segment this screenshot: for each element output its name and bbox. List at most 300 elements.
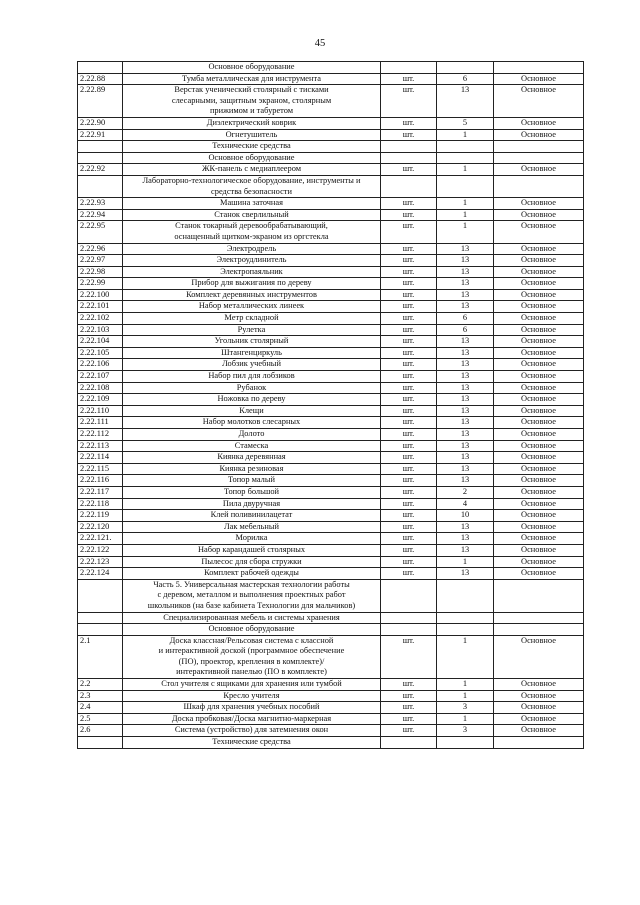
type-cell — [494, 152, 584, 164]
item-number: 2.22.118 — [78, 498, 123, 510]
section-title: Технические средства — [123, 141, 381, 153]
item-number: 2.22.116 — [78, 475, 123, 487]
item-quantity: 13 — [437, 382, 494, 394]
section-title: Часть 5. Универсальная мастерская технологии работы с деревом, металлом и выполнения проектных работ школьников (на базе кабинета Технологии для мальчиков) — [123, 579, 381, 612]
table-row — [78, 702, 584, 714]
item-type: Основное — [494, 289, 584, 301]
item-name: Клещи — [123, 405, 381, 417]
item-quantity: 13 — [437, 371, 494, 383]
item-type: Основное — [494, 486, 584, 498]
item-name: Комплект рабочей одежды — [123, 568, 381, 580]
item-quantity: 13 — [437, 394, 494, 406]
item-number: 2.22.109 — [78, 394, 123, 406]
section-title: Технические средства — [123, 737, 381, 749]
table-row — [78, 417, 584, 429]
section-header-row — [78, 737, 584, 749]
item-unit: шт. — [381, 452, 437, 464]
item-number: 2.22.110 — [78, 405, 123, 417]
item-name: Долото — [123, 429, 381, 441]
item-type: Основное — [494, 510, 584, 522]
table-row — [78, 266, 584, 278]
item-unit: шт. — [381, 278, 437, 290]
table-row — [78, 394, 584, 406]
item-name: Набор карандашей столярных — [123, 544, 381, 556]
table-row — [78, 129, 584, 141]
item-unit: шт. — [381, 510, 437, 522]
item-quantity: 13 — [437, 85, 494, 118]
unit-cell — [381, 141, 437, 153]
section-header-row — [78, 62, 584, 74]
item-number: 2.22.107 — [78, 371, 123, 383]
item-quantity: 13 — [437, 243, 494, 255]
item-number: 2.22.104 — [78, 336, 123, 348]
item-quantity: 13 — [437, 336, 494, 348]
item-name: Клей поливинилацетат — [123, 510, 381, 522]
item-number: 2.22.98 — [78, 266, 123, 278]
item-number: 2.22.124 — [78, 568, 123, 580]
item-quantity: 1 — [437, 221, 494, 243]
table-row — [78, 164, 584, 176]
number-cell — [78, 62, 123, 74]
item-number: 2.22.93 — [78, 198, 123, 210]
item-number: 2.22.121. — [78, 533, 123, 545]
item-name: Станок токарный деревообрабатывающий, оснащенный щитком-экраном из оргстекла — [123, 221, 381, 243]
unit-cell — [381, 152, 437, 164]
unit-cell — [381, 175, 437, 197]
section-header-row — [78, 612, 584, 624]
item-name: Набор молотков слесарных — [123, 417, 381, 429]
item-type: Основное — [494, 301, 584, 313]
section-title: Лабораторно-технологическое оборудование, инструменты и средства безопасности — [123, 175, 381, 197]
item-unit: шт. — [381, 221, 437, 243]
item-quantity: 13 — [437, 429, 494, 441]
item-number: 2.22.123 — [78, 556, 123, 568]
quantity-cell — [437, 737, 494, 749]
table-row — [78, 690, 584, 702]
item-type: Основное — [494, 405, 584, 417]
item-number: 2.22.113 — [78, 440, 123, 452]
item-type: Основное — [494, 117, 584, 129]
item-number: 2.22.88 — [78, 73, 123, 85]
item-name: Топор малый — [123, 475, 381, 487]
item-number: 2.5 — [78, 713, 123, 725]
item-name: Система (устройство) для затемнения окон — [123, 725, 381, 737]
item-quantity: 6 — [437, 313, 494, 325]
item-quantity: 13 — [437, 463, 494, 475]
item-number: 2.4 — [78, 702, 123, 714]
item-quantity: 13 — [437, 568, 494, 580]
item-name: Киянка резиновая — [123, 463, 381, 475]
item-unit: шт. — [381, 635, 437, 678]
type-cell — [494, 624, 584, 636]
item-number: 2.1 — [78, 635, 123, 678]
item-unit: шт. — [381, 255, 437, 267]
item-name: Станок сверлильный — [123, 209, 381, 221]
number-cell — [78, 141, 123, 153]
table-row — [78, 278, 584, 290]
item-number: 2.22.122 — [78, 544, 123, 556]
section-header-row — [78, 152, 584, 164]
unit-cell — [381, 624, 437, 636]
item-name: Пила двуручная — [123, 498, 381, 510]
number-cell — [78, 624, 123, 636]
item-type: Основное — [494, 417, 584, 429]
item-name: Доска классная/Рельсовая система с классной и интерактивной доской (программное обеспечение (ПО), проектор, крепления в комплекте)/ интерактивной панелью (ПО в комплекте) — [123, 635, 381, 678]
item-name: Ножовка по дереву — [123, 394, 381, 406]
item-type: Основное — [494, 359, 584, 371]
item-type: Основное — [494, 690, 584, 702]
quantity-cell — [437, 152, 494, 164]
item-name: Доска пробковая/Доска магнитно-маркерная — [123, 713, 381, 725]
item-number: 2.22.114 — [78, 452, 123, 464]
item-unit: шт. — [381, 394, 437, 406]
item-number: 2.22.101 — [78, 301, 123, 313]
item-quantity: 13 — [437, 544, 494, 556]
table-row — [78, 255, 584, 267]
number-cell — [78, 579, 123, 612]
item-quantity: 13 — [437, 533, 494, 545]
table-row — [78, 510, 584, 522]
number-cell — [78, 152, 123, 164]
table-row — [78, 221, 584, 243]
item-number: 2.2 — [78, 679, 123, 691]
item-type: Основное — [494, 164, 584, 176]
item-type: Основное — [494, 463, 584, 475]
table-row — [78, 73, 584, 85]
item-name: Рубанок — [123, 382, 381, 394]
item-type: Основное — [494, 452, 584, 464]
item-quantity: 13 — [437, 266, 494, 278]
item-type: Основное — [494, 544, 584, 556]
item-type: Основное — [494, 336, 584, 348]
item-number: 2.22.108 — [78, 382, 123, 394]
item-name: Комплект деревянных инструментов — [123, 289, 381, 301]
item-number: 2.22.95 — [78, 221, 123, 243]
item-number: 2.22.100 — [78, 289, 123, 301]
item-quantity: 1 — [437, 164, 494, 176]
table-row — [78, 635, 584, 678]
item-type: Основное — [494, 209, 584, 221]
item-unit: шт. — [381, 417, 437, 429]
item-number: 2.6 — [78, 725, 123, 737]
item-type: Основное — [494, 243, 584, 255]
table-row — [78, 463, 584, 475]
item-unit: шт. — [381, 359, 437, 371]
item-unit: шт. — [381, 475, 437, 487]
item-unit: шт. — [381, 243, 437, 255]
table-row — [78, 498, 584, 510]
table-row — [78, 198, 584, 210]
table-row — [78, 324, 584, 336]
unit-cell — [381, 62, 437, 74]
item-number: 2.22.115 — [78, 463, 123, 475]
item-unit: шт. — [381, 289, 437, 301]
item-type: Основное — [494, 266, 584, 278]
item-name: Электропаяльник — [123, 266, 381, 278]
page-number: 45 — [314, 38, 326, 49]
item-type: Основное — [494, 347, 584, 359]
item-name: Лобзик учебный — [123, 359, 381, 371]
section-header-row — [78, 175, 584, 197]
table-row — [78, 313, 584, 325]
item-number: 2.22.106 — [78, 359, 123, 371]
item-type: Основное — [494, 313, 584, 325]
item-number: 2.22.96 — [78, 243, 123, 255]
unit-cell — [381, 612, 437, 624]
table-row — [78, 336, 584, 348]
item-name: Метр складной — [123, 313, 381, 325]
table-row — [78, 521, 584, 533]
item-quantity: 3 — [437, 725, 494, 737]
item-unit: шт. — [381, 313, 437, 325]
item-name: Тумба металлическая для инструмента — [123, 73, 381, 85]
table-row — [78, 556, 584, 568]
item-name: Рулетка — [123, 324, 381, 336]
item-unit: шт. — [381, 209, 437, 221]
item-name: Лак мебельный — [123, 521, 381, 533]
item-number: 2.22.97 — [78, 255, 123, 267]
item-name: Верстак ученический столярный с тисками слесарными, защитным экраном, столярным прижимом и табуретом — [123, 85, 381, 118]
item-number: 2.3 — [78, 690, 123, 702]
item-quantity: 3 — [437, 702, 494, 714]
table-row — [78, 117, 584, 129]
type-cell — [494, 141, 584, 153]
item-name: Электроудлинитель — [123, 255, 381, 267]
item-quantity: 13 — [437, 475, 494, 487]
item-number: 2.22.91 — [78, 129, 123, 141]
table-row — [78, 486, 584, 498]
item-number: 2.22.102 — [78, 313, 123, 325]
item-unit: шт. — [381, 347, 437, 359]
item-unit: шт. — [381, 690, 437, 702]
item-quantity: 13 — [437, 289, 494, 301]
quantity-cell — [437, 624, 494, 636]
item-type: Основное — [494, 129, 584, 141]
item-unit: шт. — [381, 301, 437, 313]
item-type: Основное — [494, 382, 584, 394]
item-unit: шт. — [381, 533, 437, 545]
unit-cell — [381, 579, 437, 612]
item-number: 2.22.105 — [78, 347, 123, 359]
section-title: Основное оборудование — [123, 152, 381, 164]
section-title: Основное оборудование — [123, 624, 381, 636]
item-type: Основное — [494, 679, 584, 691]
item-name: Набор пил для лобзиков — [123, 371, 381, 383]
item-unit: шт. — [381, 702, 437, 714]
item-name: Угольник столярный — [123, 336, 381, 348]
item-name: Штангенциркуль — [123, 347, 381, 359]
item-unit: шт. — [381, 371, 437, 383]
item-type: Основное — [494, 498, 584, 510]
item-type: Основное — [494, 221, 584, 243]
item-type: Основное — [494, 568, 584, 580]
item-quantity: 5 — [437, 117, 494, 129]
item-quantity: 13 — [437, 521, 494, 533]
equipment-table — [77, 61, 584, 749]
item-unit: шт. — [381, 544, 437, 556]
type-cell — [494, 612, 584, 624]
item-quantity: 13 — [437, 301, 494, 313]
item-unit: шт. — [381, 725, 437, 737]
number-cell — [78, 612, 123, 624]
item-type: Основное — [494, 475, 584, 487]
table-row — [78, 568, 584, 580]
table-row — [78, 544, 584, 556]
item-name: Стамеска — [123, 440, 381, 452]
item-name: Пылесос для сбора стружки — [123, 556, 381, 568]
item-quantity: 1 — [437, 209, 494, 221]
section-header-row — [78, 624, 584, 636]
table-row — [78, 440, 584, 452]
item-number: 2.22.111 — [78, 417, 123, 429]
item-quantity: 10 — [437, 510, 494, 522]
item-quantity: 1 — [437, 198, 494, 210]
item-unit: шт. — [381, 382, 437, 394]
item-unit: шт. — [381, 164, 437, 176]
item-name: Машина заточная — [123, 198, 381, 210]
equipment-table-body — [78, 62, 584, 749]
item-unit: шт. — [381, 85, 437, 118]
item-number: 2.22.117 — [78, 486, 123, 498]
item-quantity: 6 — [437, 324, 494, 336]
table-row — [78, 452, 584, 464]
quantity-cell — [437, 175, 494, 197]
item-quantity: 1 — [437, 635, 494, 678]
item-unit: шт. — [381, 556, 437, 568]
item-type: Основное — [494, 713, 584, 725]
quantity-cell — [437, 62, 494, 74]
item-unit: шт. — [381, 117, 437, 129]
number-cell — [78, 175, 123, 197]
item-type: Основное — [494, 73, 584, 85]
table-row — [78, 725, 584, 737]
item-type: Основное — [494, 635, 584, 678]
item-name: Стол учителя с ящиками для хранения или тумбой — [123, 679, 381, 691]
table-row — [78, 713, 584, 725]
item-name: Морилка — [123, 533, 381, 545]
item-quantity: 13 — [437, 417, 494, 429]
item-number: 2.22.94 — [78, 209, 123, 221]
item-type: Основное — [494, 440, 584, 452]
item-unit: шт. — [381, 713, 437, 725]
item-unit: шт. — [381, 266, 437, 278]
item-quantity: 1 — [437, 129, 494, 141]
item-unit: шт. — [381, 198, 437, 210]
item-unit: шт. — [381, 336, 437, 348]
item-name: ЖК-панель с медиаплеером — [123, 164, 381, 176]
item-number: 2.22.99 — [78, 278, 123, 290]
table-row — [78, 429, 584, 441]
item-type: Основное — [494, 278, 584, 290]
table-row — [78, 209, 584, 221]
item-name: Киянка деревянная — [123, 452, 381, 464]
item-unit: шт. — [381, 405, 437, 417]
item-unit: шт. — [381, 521, 437, 533]
item-number: 2.22.89 — [78, 85, 123, 118]
item-name: Топор большой — [123, 486, 381, 498]
item-type: Основное — [494, 394, 584, 406]
item-quantity: 1 — [437, 713, 494, 725]
item-type: Основное — [494, 371, 584, 383]
item-unit: шт. — [381, 129, 437, 141]
item-quantity: 1 — [437, 690, 494, 702]
type-cell — [494, 62, 584, 74]
item-name: Электродрель — [123, 243, 381, 255]
item-name: Кресло учителя — [123, 690, 381, 702]
table-row — [78, 371, 584, 383]
section-header-row — [78, 579, 584, 612]
item-quantity: 13 — [437, 278, 494, 290]
item-quantity: 1 — [437, 556, 494, 568]
item-number: 2.22.90 — [78, 117, 123, 129]
item-type: Основное — [494, 725, 584, 737]
table-row — [78, 475, 584, 487]
item-type: Основное — [494, 521, 584, 533]
item-name: Шкаф для хранения учебных пособий — [123, 702, 381, 714]
type-cell — [494, 737, 584, 749]
item-name: Прибор для выжигания по дереву — [123, 278, 381, 290]
unit-cell — [381, 737, 437, 749]
table-row — [78, 289, 584, 301]
item-number: 2.22.119 — [78, 510, 123, 522]
item-number: 2.22.92 — [78, 164, 123, 176]
type-cell — [494, 579, 584, 612]
item-unit: шт. — [381, 463, 437, 475]
type-cell — [494, 175, 584, 197]
section-header-row — [78, 141, 584, 153]
item-unit: шт. — [381, 486, 437, 498]
table-row — [78, 347, 584, 359]
section-title: Основное оборудование — [123, 62, 381, 74]
section-title: Специализированная мебель и системы хранения — [123, 612, 381, 624]
item-unit: шт. — [381, 429, 437, 441]
item-unit: шт. — [381, 498, 437, 510]
table-row — [78, 405, 584, 417]
item-unit: шт. — [381, 324, 437, 336]
item-type: Основное — [494, 324, 584, 336]
table-row — [78, 301, 584, 313]
item-quantity: 1 — [437, 679, 494, 691]
table-row — [78, 243, 584, 255]
number-cell — [78, 737, 123, 749]
item-number: 2.22.120 — [78, 521, 123, 533]
item-quantity: 13 — [437, 347, 494, 359]
item-name: Диэлектрический коврик — [123, 117, 381, 129]
item-unit: шт. — [381, 568, 437, 580]
table-row — [78, 382, 584, 394]
item-quantity: 13 — [437, 405, 494, 417]
item-type: Основное — [494, 85, 584, 118]
item-number: 2.22.103 — [78, 324, 123, 336]
item-type: Основное — [494, 533, 584, 545]
item-number: 2.22.112 — [78, 429, 123, 441]
table-row — [78, 679, 584, 691]
item-quantity: 6 — [437, 73, 494, 85]
item-type: Основное — [494, 198, 584, 210]
item-quantity: 4 — [437, 498, 494, 510]
item-type: Основное — [494, 255, 584, 267]
item-type: Основное — [494, 556, 584, 568]
item-unit: шт. — [381, 679, 437, 691]
quantity-cell — [437, 141, 494, 153]
item-type: Основное — [494, 702, 584, 714]
item-unit: шт. — [381, 73, 437, 85]
item-quantity: 13 — [437, 255, 494, 267]
table-row — [78, 359, 584, 371]
item-quantity: 13 — [437, 359, 494, 371]
item-name: Огнетушитель — [123, 129, 381, 141]
quantity-cell — [437, 579, 494, 612]
